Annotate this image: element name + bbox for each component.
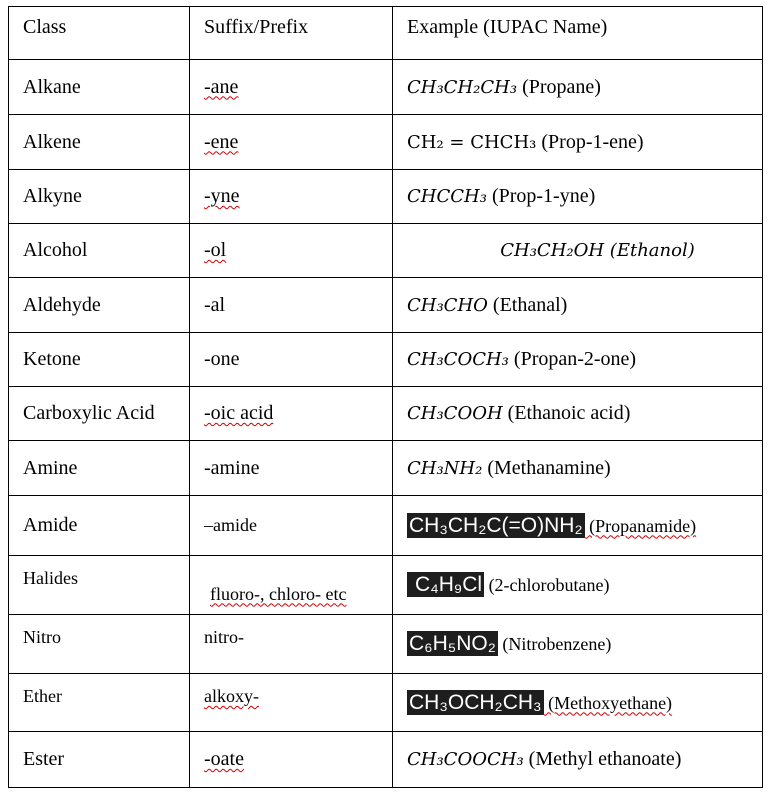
example-cell [393,674,763,732]
suffix-cell: –amide [190,496,393,556]
suffix-cell: -ol [190,224,393,278]
table-row [9,278,763,333]
iupac-name: (Ethanal) [487,293,568,316]
example-cell [393,333,763,387]
formula-highlight: C₄H₉Cl [407,572,484,597]
example-cell [393,224,763,278]
formula: CH₃COOCH₃ [407,749,524,770]
iupac-name: (Propanamide) [584,515,697,536]
table-row [9,615,763,674]
class-cell: Halides [9,556,190,615]
example-cell [393,60,763,115]
iupac-name: (Methoxyethane) [543,692,673,713]
class-cell: Carboxylic Acid [9,387,190,441]
example-cell [393,556,763,615]
suffix-cell: -al [190,278,393,333]
example-cell [393,278,763,333]
header-class: Class [9,7,190,60]
formula: CH₃CH₂OH [500,240,605,261]
suffix-cell: -oic acid [190,387,393,441]
class-cell: Amide [9,496,190,556]
class-cell: Ether [9,674,190,732]
formula: CH₃NH₂ [407,457,483,479]
class-cell: Alcohol [9,224,190,278]
iupac-name: (Nitrobenzene) [497,634,612,654]
table-row [9,496,763,556]
formula: CH₃COCH₃ [407,349,509,370]
suffix-cell: -amine [190,441,393,496]
formula: CH₃CHO [407,294,488,316]
table-row [9,333,763,387]
suffix-cell: -ene [190,115,393,170]
suffix-cell: nitro- [190,615,393,674]
suffix-cell: -yne [190,170,393,224]
class-cell: Ketone [9,333,190,387]
class-cell: Amine [9,441,190,496]
formula-highlight: CH₃CH₂C(=O)NH₂ [409,513,583,537]
formula: CHCCH₃ [407,186,487,207]
example-cell [393,387,763,441]
table-row [9,674,763,732]
example-cell [393,170,763,224]
table-row [9,556,763,615]
header-example: Example (IUPAC Name) [393,7,763,60]
table-row [9,60,763,115]
iupac-name: (Prop-1-yne) [486,185,596,207]
suffix-cell: -one [190,333,393,387]
table-row [9,387,763,441]
suffix-cell: fluoro-, chloro- etc [190,556,393,615]
iupac-name: (Methanamine) [482,456,611,479]
suffix-cell: -ane [190,60,393,115]
suffix-cell: alkoxy- [190,674,393,732]
formula-highlight: C₆H₅NO₂ [409,632,496,655]
formula: CH₃CH₂CH₃ [407,76,518,98]
header-suffix: Suffix/Prefix [190,7,393,60]
table-row [9,441,763,496]
example-cell [393,496,763,556]
iupac-name: (Propane) [517,75,601,98]
formula: CH₃COOH [407,403,503,424]
iupac-name: (Prop-1-ene) [536,130,644,153]
example-cell [393,115,763,170]
formula: CH₂ = CHCH₃ [407,131,537,153]
formula-highlight: CH₃OCH₂CH₃ [409,690,542,714]
example-cell [393,732,763,788]
class-cell: Alkene [9,115,190,170]
iupac-name: (Ethanoic acid) [502,402,631,424]
table-row [9,170,763,224]
iupac-name: (Ethanol) [604,240,695,261]
iupac-name: (Methyl ethanoate) [523,748,682,770]
iupac-name: (2-chlorobutane) [484,575,610,595]
table-row [9,224,763,278]
class-cell: Aldehyde [9,278,190,333]
example-cell [393,615,763,674]
class-cell: Alkyne [9,170,190,224]
class-cell: Nitro [9,615,190,674]
header-row [9,7,763,60]
iupac-name: (Propan-2-one) [508,348,637,370]
class-cell: Alkane [9,60,190,115]
functional-groups-table [8,6,763,788]
suffix-cell: -oate [190,732,393,788]
example-cell [393,441,763,496]
table-row [9,115,763,170]
class-cell: Ester [9,732,190,788]
table-row [9,732,763,788]
